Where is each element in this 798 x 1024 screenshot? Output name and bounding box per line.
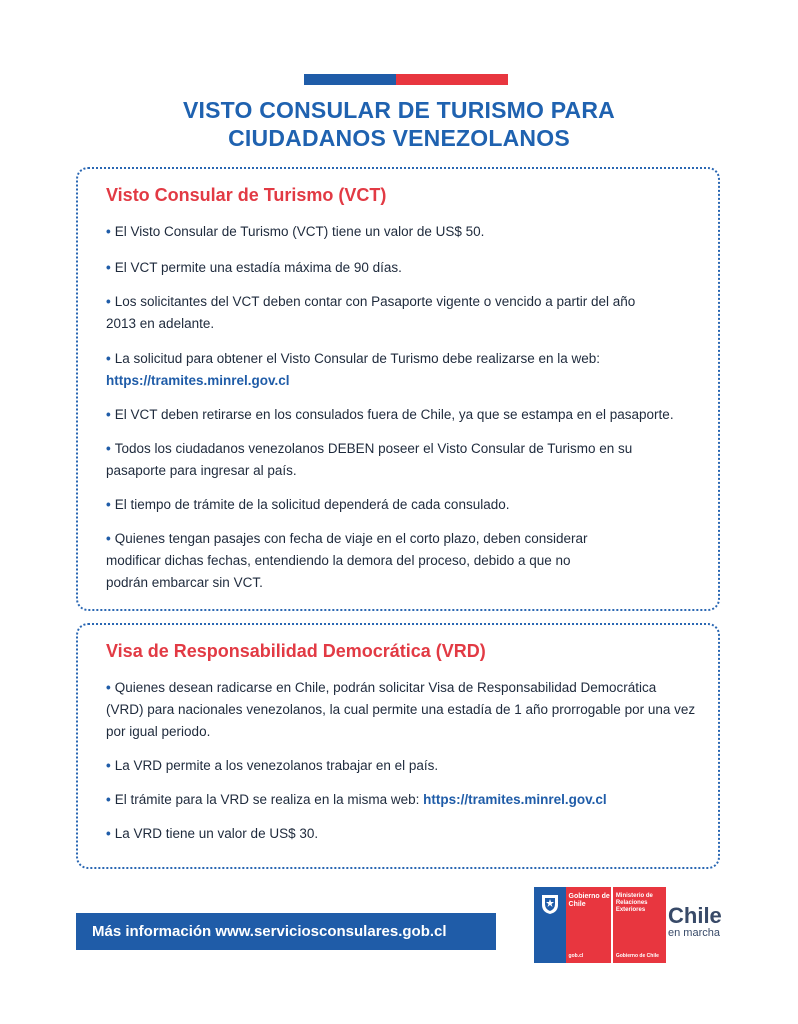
vct-item-8-text: Quienes tengan pasajes con fecha de viaje en el corto plazo, deben considerar modificar dichas fechas, entendiendo la demora del proceso, debido a que no podrán embarcar sin VCT. bbox=[106, 531, 588, 590]
gobierno-logo bbox=[534, 887, 666, 963]
gobierno-logo-blue bbox=[534, 887, 566, 963]
flag-bar bbox=[304, 74, 508, 85]
gobierno-logo-small: gob.cl bbox=[568, 953, 584, 959]
ministerio-logo-text: Ministerio de Relaciones Exteriores bbox=[615, 893, 653, 913]
bullet-icon: • bbox=[106, 826, 111, 841]
vrd-item-1 bbox=[106, 677, 696, 743]
bullet-icon: • bbox=[106, 294, 111, 309]
page-title-line-2: CIUDADANOS VENEZOLANOS bbox=[228, 125, 570, 151]
vct-item-1 bbox=[106, 221, 706, 243]
vct-web-link[interactable]: https://tramites.minrel.gov.cl bbox=[106, 373, 290, 388]
bullet-icon: • bbox=[106, 441, 111, 456]
bullet-icon: • bbox=[106, 792, 111, 807]
gobierno-logo-red bbox=[566, 887, 611, 963]
vct-item-6 bbox=[106, 438, 671, 482]
bullet-icon: • bbox=[106, 260, 111, 275]
bullet-icon: • bbox=[106, 680, 111, 695]
vrd-item-2-text: La VRD permite a los venezolanos trabajar en el país. bbox=[114, 758, 439, 773]
vct-item-8 bbox=[106, 528, 616, 594]
chile-logo-subtitle: en marcha bbox=[668, 927, 720, 939]
vct-item-2-text: El VCT permite una estadía máxima de 90 días. bbox=[114, 260, 402, 275]
vrd-item-2 bbox=[106, 755, 706, 777]
flag-bar-red bbox=[396, 74, 508, 85]
gobierno-logo-text: Gobierno de Chile bbox=[568, 893, 610, 908]
more-info-banner[interactable] bbox=[76, 913, 496, 950]
vct-item-7-text: El tiempo de trámite de la solicitud dependerá de cada consulado. bbox=[114, 497, 510, 512]
vrd-item-4 bbox=[106, 823, 706, 845]
bullet-icon: • bbox=[106, 758, 111, 773]
more-info-text: Más información www.serviciosconsulares.gob.cl bbox=[92, 923, 447, 940]
chile-logo-title: Chile bbox=[668, 903, 722, 928]
vrd-section bbox=[76, 623, 720, 869]
vrd-item-3 bbox=[106, 789, 706, 811]
vct-item-6-text: Todos los ciudadanos venezolanos DEBEN poseer el Visto Consular de Turismo en su pasaporte para ingresar al país. bbox=[106, 441, 633, 478]
ministerio-logo bbox=[613, 887, 666, 963]
vct-item-4-text: La solicitud para obtener el Visto Consular de Turismo debe realizarse en la web: bbox=[114, 351, 601, 366]
bullet-icon: • bbox=[106, 224, 111, 239]
vct-item-7 bbox=[106, 494, 706, 516]
vct-item-1-text: El Visto Consular de Turismo (VCT) tiene un valor de US$ 50. bbox=[114, 224, 485, 239]
vrd-item-3-text: El trámite para la VRD se realiza en la misma web: bbox=[114, 792, 420, 807]
bullet-icon: • bbox=[106, 531, 111, 546]
bullet-icon: • bbox=[106, 497, 111, 512]
vrd-heading: Visa de Responsabilidad Democrática (VRD) bbox=[106, 641, 486, 661]
page-title-line-1: VISTO CONSULAR DE TURISMO PARA bbox=[183, 97, 615, 123]
vrd-web-link[interactable]: https://tramites.minrel.gov.cl bbox=[423, 792, 607, 807]
bullet-icon: • bbox=[106, 407, 111, 422]
page-title bbox=[0, 96, 798, 152]
flag-bar-blue bbox=[304, 74, 396, 85]
vct-item-3 bbox=[106, 291, 646, 335]
vct-item-5-text: El VCT deben retirarse en los consulados fuera de Chile, ya que se estampa en el pasaporte. bbox=[114, 407, 674, 422]
vct-item-4 bbox=[106, 348, 706, 392]
vct-item-3-text: Los solicitantes del VCT deben contar con Pasaporte vigente o vencido a partir del año 2013 en adelante. bbox=[106, 294, 636, 331]
vrd-item-1-text: Quienes desean radicarse en Chile, podrán solicitar Visa de Responsabilidad Democrática (VRD) para nacionales venezolanos, la cual permite una estadía de 1 año prorrogable por una vez por igual periodo. bbox=[106, 680, 696, 739]
bullet-icon: • bbox=[106, 351, 111, 366]
vct-section bbox=[76, 167, 720, 611]
coat-of-arms-icon bbox=[538, 893, 562, 915]
vct-heading: Visto Consular de Turismo (VCT) bbox=[106, 185, 387, 205]
chile-en-marcha-logo bbox=[668, 905, 722, 939]
vct-item-5 bbox=[106, 404, 716, 426]
ministerio-logo-small: Gobierno de Chile bbox=[615, 953, 659, 959]
vrd-item-4-text: La VRD tiene un valor de US$ 30. bbox=[114, 826, 319, 841]
vct-item-2 bbox=[106, 257, 706, 279]
